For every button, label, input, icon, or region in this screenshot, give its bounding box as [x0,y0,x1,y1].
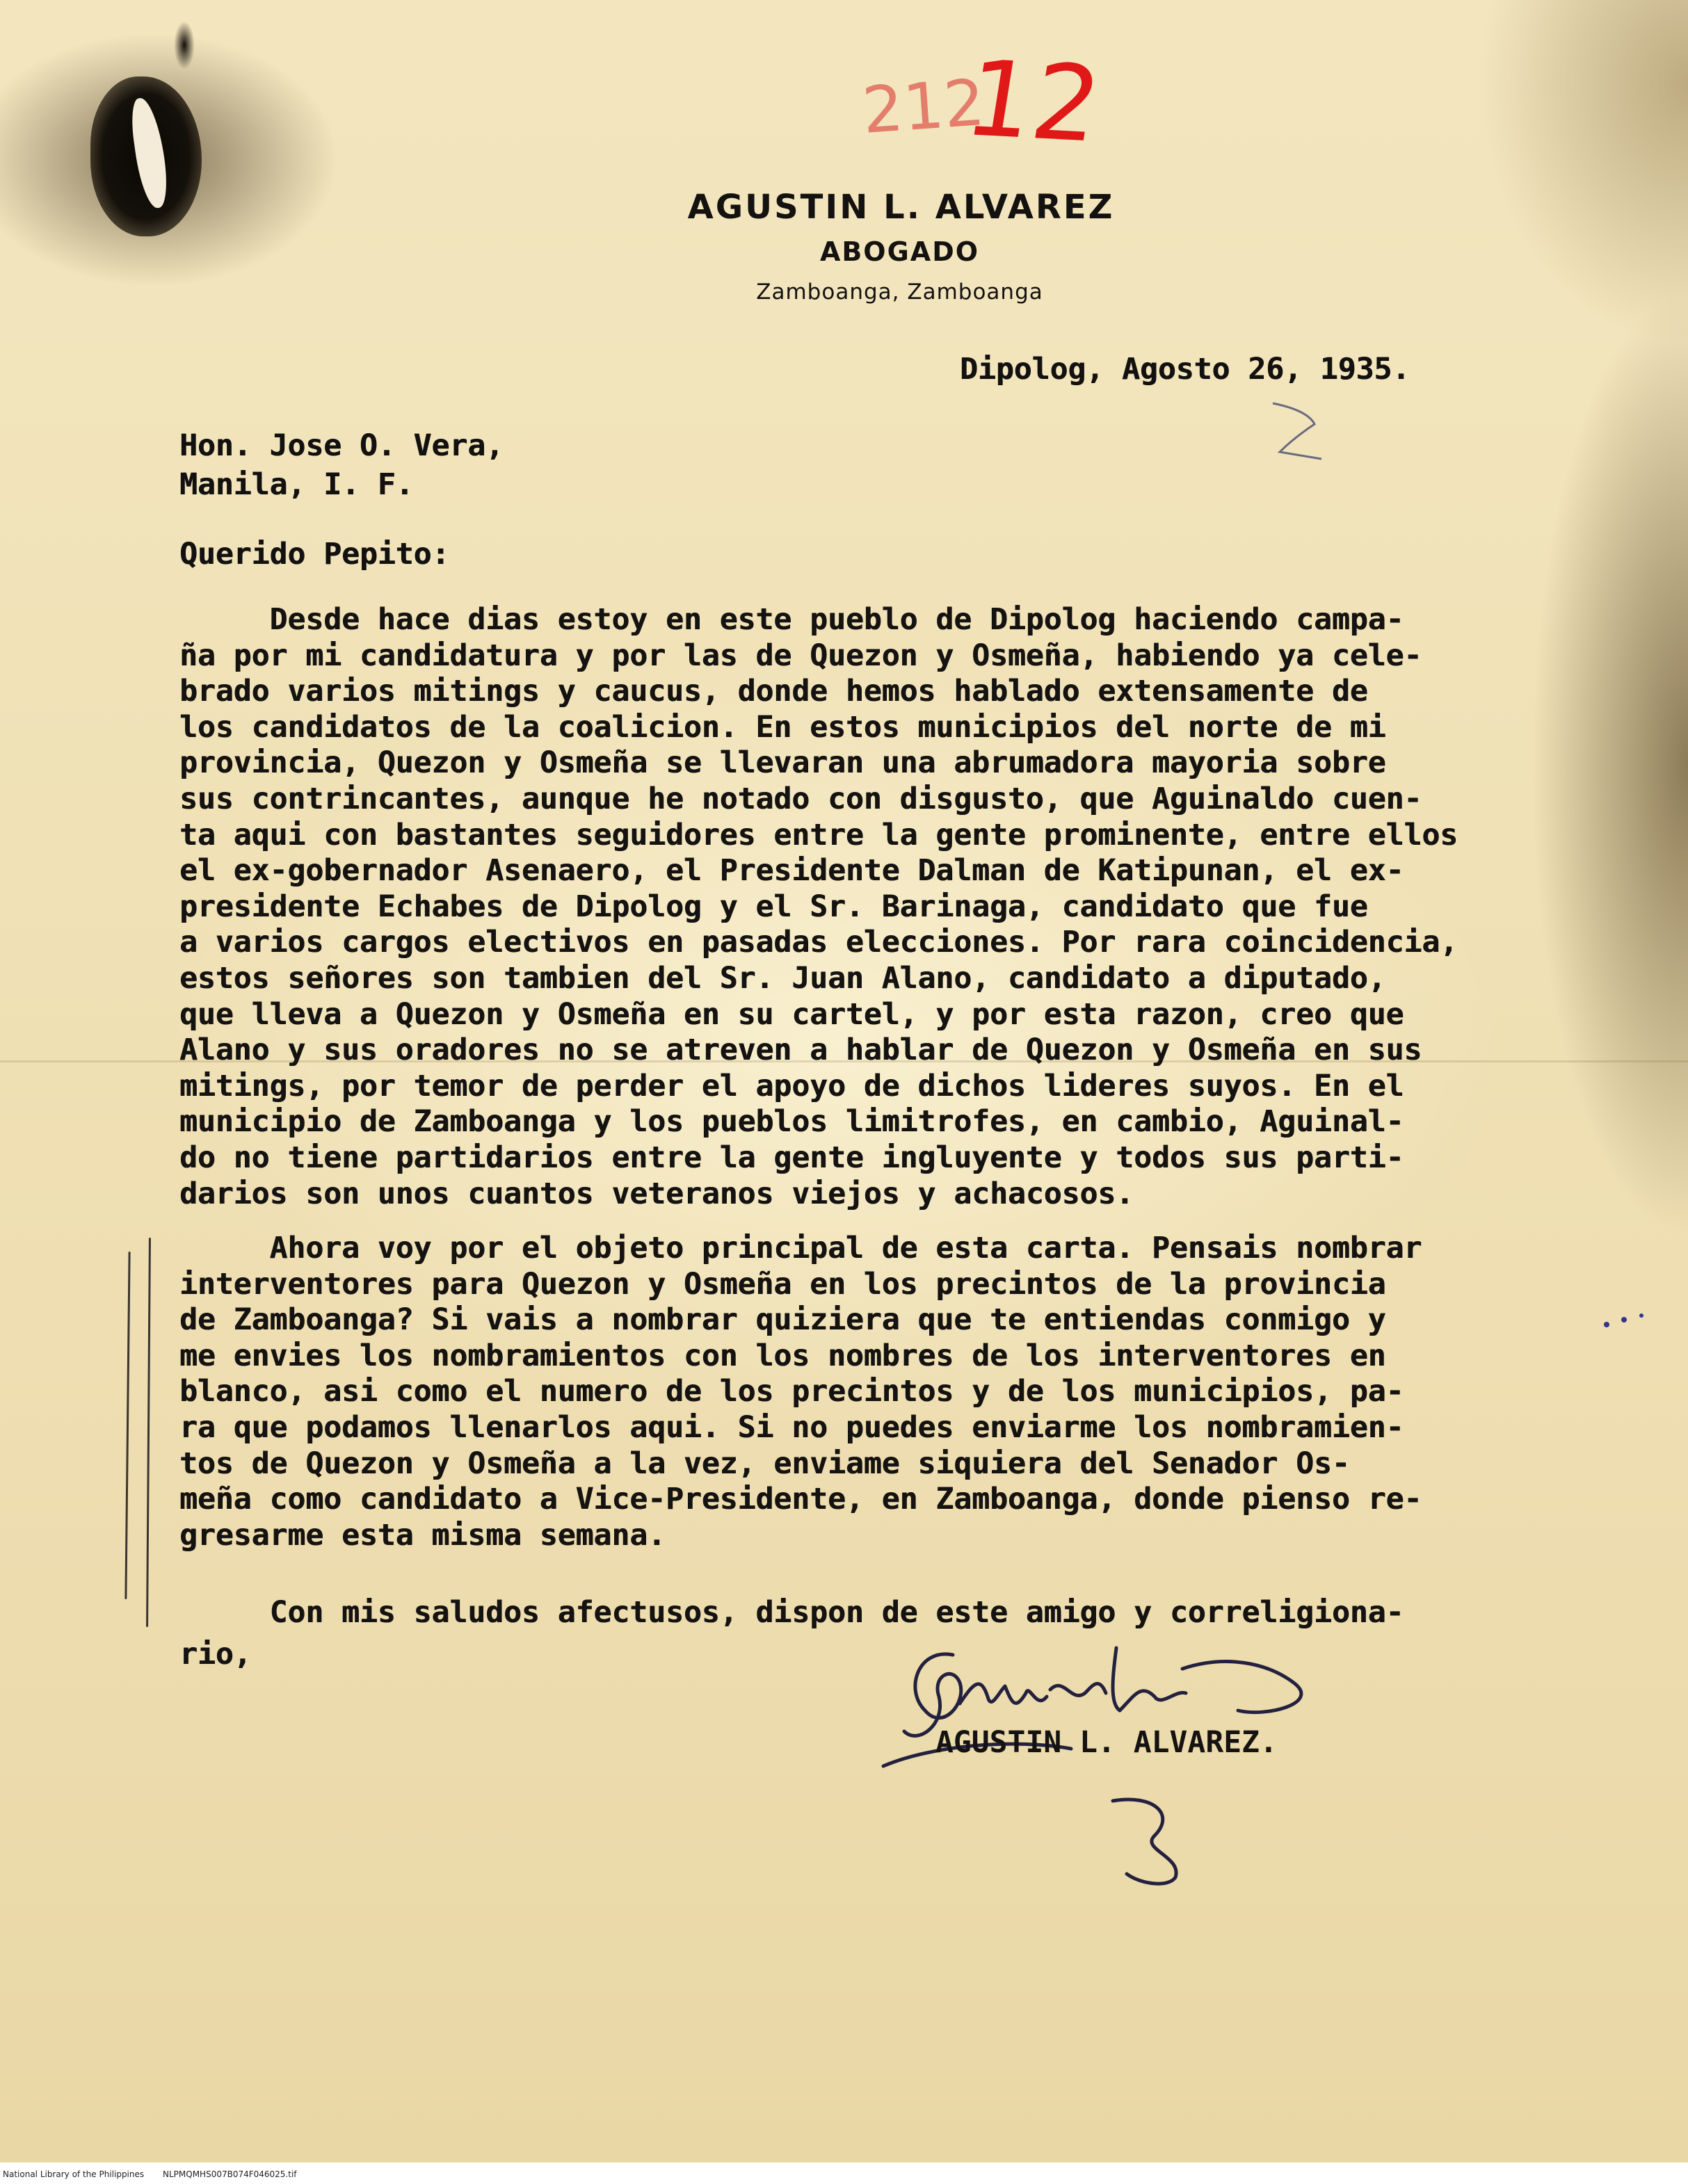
text-line: presidente Echabes de Dipolog y el Sr. Barinaga, candidato que fue [179,889,1368,924]
text-line: municipio de Zamboanga y los pueblos limitrofes, en cambio, Aguinal- [179,1104,1404,1140]
letterhead-name: AGUSTIN L. ALVAREZ [687,188,1115,227]
red-annotation-bold: 12 [957,38,1109,166]
text-line: blanco, asi como el numero de los precintos y de los municipios, pa- [179,1374,1404,1409]
margin-line [146,1238,151,1627]
text-line: do no tiene partidarios entre la gente ingluyente y todos sus parti- [179,1140,1404,1175]
text-line: meña como candidato a Vice-Presidente, en Zamboanga, donde pienso re- [179,1482,1422,1517]
text-line: Con mis saludos afectusos, dispon de este amigo y correligiona- [179,1595,1404,1630]
text-line: a varios cargos electivos en pasadas elecciones. Por rara coincidencia, [179,925,1458,960]
text-line: el ex-gobernador Asenaero, el Presidente Dalman de Katipunan, el ex- [179,853,1404,889]
red-page-number-annotation [860,38,1161,174]
text-line: tos de Quezon y Osmeña a la vez, enviame siquiera del Senador Os- [179,1446,1350,1481]
text-line: estos señores son tambien del Sr. Juan Alano, candidato a diputado, [179,961,1386,996]
text-line: Alano y sus oradores no se atreven a hablar de Quezon y Osmeña en sus [179,1033,1422,1068]
text-line: ña por mi candidatura y por las de Quezon y Osmeña, habiendo ya cele- [179,638,1422,673]
footer-file-id: NLPMQMHS007B074F046025.tif [163,2169,297,2179]
text-line: me envies los nombramientos con los nombres de los interventores en [179,1338,1386,1373]
text-line: de Zamboanga? Si vais a nombrar quiziera que te entiendas conmigo y [179,1302,1386,1338]
text-line: gresarme esta misma semana. [179,1517,666,1553]
text-line: brado varios mitings y caucus, donde hemos hablado extensamente de [179,674,1368,709]
recipient-city: Manila, I. F. [179,467,414,502]
margin-line [124,1252,130,1599]
text-line: los candidatos de la coalicion. En estos municipios del norte de mi [179,709,1386,745]
letterhead-location: Zamboanga, Zamboanga [756,280,1043,305]
text-line: ra que podamos llenarlos aqui. Si no puedes enviarme los nombramien- [179,1410,1404,1445]
archive-footer [0,2162,1688,2184]
salutation: Querido Pepito: [179,537,450,572]
text-line: rio, [179,1637,252,1672]
text-line: darios son unos cuantos veteranos viejos y achacosos. [179,1176,1134,1211]
pencil-mark-icon [1266,389,1328,466]
recipient-name: Hon. Jose O. Vera, [179,428,504,463]
text-line: que lleva a Quezon y Osmeña en su cartel, y por esta razon, creo que [179,996,1404,1032]
letter-date: Dipolog, Agosto 26, 1935. [960,352,1410,387]
text-line: provincia, Quezon y Osmeña se llevaran una abrumadora mayoria sobre [179,745,1386,781]
footer-institution: National Library of the Philippines [3,2169,145,2179]
text-line: Desde hace dias estoy en este pueblo de Dipolog haciendo campa- [179,602,1404,637]
text-line: ta aqui con bastantes seguidores entre la gente prominente, entre ellos [179,817,1458,852]
signature-typed-name: AGUSTIN L. ALVAREZ. [935,1725,1278,1760]
burn-mark-small [174,21,195,70]
text-line: Ahora voy por el objeto principal de esta carta. Pensais nombrar [179,1231,1422,1265]
pen-dot-marks-icon [1600,1307,1655,1342]
text-line: mitings, por temor de perder el apoyo de dichos lideres suyos. En el [179,1068,1404,1103]
red-annotation-faint: 212 [860,65,988,148]
text-line: sus contrincantes, aunque he notado con disgusto, que Aguinaldo cuen- [179,782,1422,816]
text-line: interventores para Quezon y Osmeña en los precintos de la provincia [179,1266,1386,1302]
letterhead-title: ABOGADO [819,236,980,267]
